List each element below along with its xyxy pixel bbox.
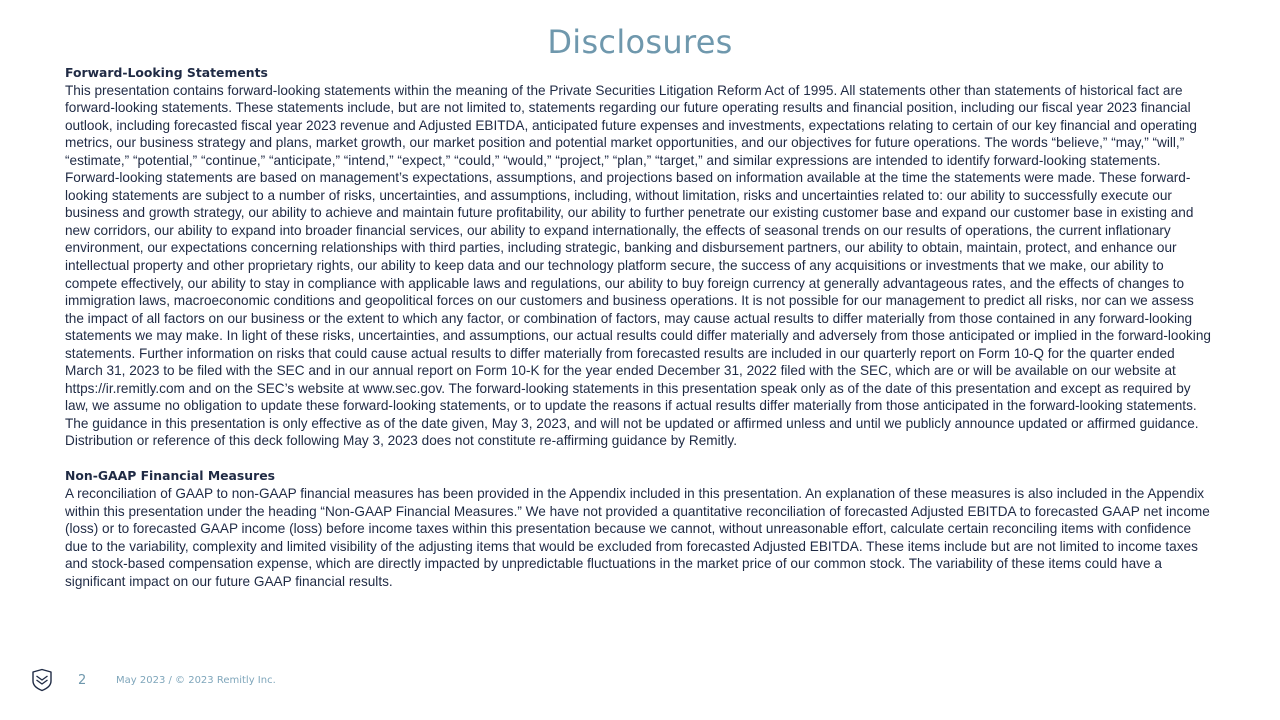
footer-copyright: May 2023 / © 2023 Remitly Inc.	[116, 674, 276, 686]
page-number: 2	[78, 672, 87, 688]
remitly-logo-icon	[30, 668, 54, 692]
non-gaap-body: A reconciliation of GAAP to non-GAAP financial measures has been provided in the Appendix included in this presentation. An explanation of these measures is also included in the Appendix within this presentation under the heading “Non-GAAP Financial Measures.” We have not provided a quantitative reconciliation of forecasted Adjusted EBITDA to forecasted GAAP net income (loss) or to forecasted GAAP income (loss) before income taxes within this presentation because we cannot, without unreasonable effort, calculate certain reconciling items with confidence due to the variability, complexity and limited visibility of the adjusting items that would be excluded from forecasted Adjusted EBITDA. These items include but are not limited to income taxes and stock-based compensation expense, which are directly impacted by unpredictable fluctuations in the market price of our common stock. The variability of these items could have a significant impact on our future GAAP financial results.	[65, 485, 1210, 589]
non-gaap-heading: Non-GAAP Financial Measures	[65, 468, 275, 484]
disclosures-content	[65, 64, 1215, 590]
non-gaap-section	[65, 467, 1215, 590]
footer	[30, 668, 276, 692]
section-spacer	[65, 450, 1215, 468]
page-title: Disclosures	[547, 23, 733, 61]
forward-looking-body: This presentation contains forward-looking statements within the meaning of the Private Securities Litigation Reform Act of 1995. All statements other than statements of historical fact are forward-looking statements. These statements include, but are not limited to, statements regarding our future operating results and financial position, including our fiscal year 2023 financial outlook, including forecasted fiscal year 2023 revenue and Adjusted EBITDA, anticipated future expenses and investments, expectations relating to certain of our key financial and operating metrics, our business strategy and plans, market growth, our market position and potential market opportunities, and our objectives for future operations. The words “believe,” “may,” “will,” “estimate,” “potential,” “continue,” “anticipate,” “intend,” “expect,” “could,” “would,” “project,” “plan,” “target,” and similar expressions are intended to identify forward-looking statements. Forward-looking statements are based on management’s expectations, assumptions, and projections based on information available at the time the statements were made. These forward-looking statements are subject to a number of risks, uncertainties, and assumptions, including, without limitation, risks and uncertainties related to: our ability to successfully execute our business and growth strategy, our ability to achieve and maintain future profitability, our ability to further penetrate our existing customer base and expand our customer base in existing and new corridors, our ability to expand into broader financial services, our ability to expand internationally, the effects of seasonal trends on our results of operations, the current inflationary environment, our expectations concerning relationships with third parties, including strategic, banking and disbursement partners, our ability to obtain, maintain, protect, and enhance our intellectual property and other proprietary rights, our ability to keep data and our technology platform secure, the success of any acquisitions or investments that we make, our ability to compete effectively, our ability to stay in compliance with applicable laws and regulations, our ability to buy foreign currency at generally advantageous rates, and the effects of changes to immigration laws, macroeconomic conditions and geopolitical forces on our customers and business operations. It is not possible for our management to predict all risks, nor can we assess the impact of all factors on our business or the extent to which any factor, or combination of factors, may cause actual results to differ materially from those contained in any forward-looking statements we may make. In light of these risks, uncertainties, and assumptions, our actual results could differ materially and adversely from those anticipated or implied in the forward-looking statements. Further information on risks that could cause actual results to differ materially from forecasted results are included in our quarterly report on Form 10-Q for the quarter ended March 31, 2023 to be filed with the SEC and in our annual report on Form 10-K for the year ended December 31, 2022 filed with the SEC, which are or will be available on our website at https://ir.remitly.com and on the SEC’s website at www.sec.gov. The forward-looking statements in this presentation speak only as of the date of this presentation and except as required by law, we assume no obligation to update these forward-looking statements, or to update the reasons if actual results differ materially from those anticipated in the forward-looking statements. The guidance in this presentation is only effective as of the date given, May 3, 2023, and will not be updated or affirmed unless and until we publicly announce updated or affirmed guidance. Distribution or reference of this deck following May 3, 2023 does not constitute re-affirming guidance by Remitly.	[65, 82, 1211, 449]
forward-looking-heading: Forward-Looking Statements	[65, 65, 268, 80]
forward-looking-section	[65, 64, 1215, 450]
